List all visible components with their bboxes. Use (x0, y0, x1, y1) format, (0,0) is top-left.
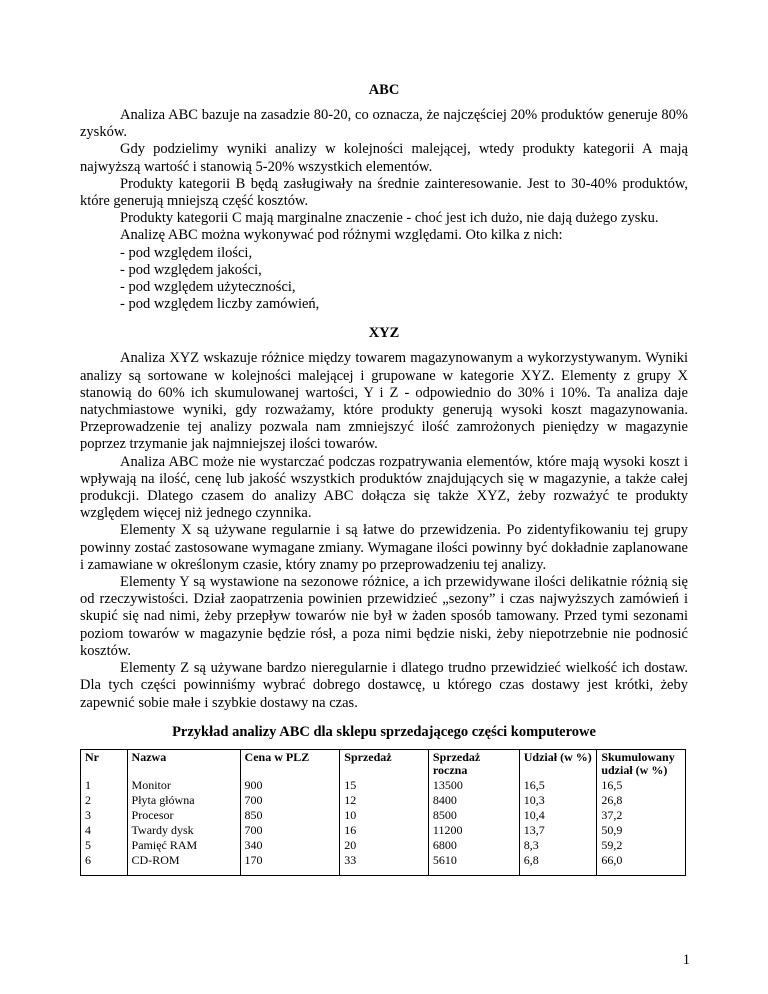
table-cell: 170 (240, 853, 340, 876)
table-cell: 10 (340, 808, 429, 823)
table-row (81, 838, 686, 853)
table-cell: 16,5 (597, 778, 686, 793)
table-cell: 15 (340, 778, 429, 793)
table-cell: 16 (340, 823, 429, 838)
xyz-paragraph: Elementy X są używane regularnie i są łatwe do przewidzenia. Po zidentyfikowaniu tej grupy powinny zostać zastosowane wymagane zmiany. Wymagane ilości powinny być dokładnie zaplanowane i zamawiane w określonym czasie, który znamy po przeprowadzeniu tej analizy. (80, 522, 688, 573)
abc-paragraph: Analiza ABC bazuje na zasadzie 80-20, co oznacza, że najczęściej 20% produktów generuje 80% zysków. (80, 107, 688, 141)
table-cell: 900 (240, 778, 340, 793)
table-cell: 6 (81, 853, 128, 876)
table-cell: CD-ROM (127, 853, 240, 876)
xyz-heading: XYZ (368, 325, 400, 342)
column-header: Sprzedaż roczna (428, 749, 519, 778)
table-cell: 700 (240, 823, 340, 838)
table-cell: 5610 (428, 853, 519, 876)
column-header: Nr (81, 749, 128, 778)
table-cell: Pamięć RAM (127, 838, 240, 853)
table-row (81, 808, 686, 823)
column-header: Nazwa (127, 749, 240, 778)
abc-body (80, 107, 688, 313)
column-header: Udział (w %) (519, 749, 597, 778)
table-cell: 20 (340, 838, 429, 853)
table-row (81, 823, 686, 838)
table-title: Przykład analizy ABC dla sklepu sprzedającego części komputerowe (172, 723, 596, 740)
table-cell: 13500 (428, 778, 519, 793)
column-header: Sprzedaż (340, 749, 429, 778)
xyz-paragraph: Elementy Z są używane bardzo nieregularnie i dlatego trudno przewidzieć wielkość ich dostaw. Dla tych części powinniśmy wybrać dobrego dostawcę, u którego czas dostawy jest krótki, żeby zapewnić sobie małe i szybkie dostawy na czas. (80, 660, 688, 711)
table-cell: 11200 (428, 823, 519, 838)
abc-paragraph: Produkty kategorii C mają marginalne znaczenie - choć jest ich dużo, nie dają dużego zysku. (120, 210, 659, 227)
table-cell: 16,5 (519, 778, 597, 793)
abc-analysis-table (80, 749, 686, 876)
table-cell: 5 (81, 838, 128, 853)
abc-list-item: - pod względem jakości, (120, 261, 262, 278)
abc-paragraph: Gdy podzielimy wyniki analizy w kolejności malejącej, wtedy produkty kategorii A mają najwyższą wartość i stanowią 5-20% wszystkich elementów. (80, 141, 688, 175)
xyz-paragraph: Elementy Y są wystawione na sezonowe różnice, a ich przewidywane ilości delikatnie różnią się od rzeczywistości. Dział zaopatrzenia powinien przewidzieć „sezony” i czas najwyższych zamówień i skupić się nad nimi, żeby przepływ towarów nie był w żaden sposób tamowany. Przed tymi sezonami poziom towarów w magazynie będzie rósł, a poza nimi będzie niski, żeby niepotrzebnie nie podnosić kosztów. (80, 574, 688, 659)
table-cell: 10,3 (519, 793, 597, 808)
table-row (81, 778, 686, 793)
abc-heading: ABC (368, 82, 400, 98)
table-cell: 8500 (428, 808, 519, 823)
abc-paragraph: Analizę ABC można wykonywać pod różnymi względami. Oto kilka z nich: (120, 227, 563, 244)
table-header-row (81, 749, 686, 778)
table-cell: 6,8 (519, 853, 597, 876)
xyz-paragraph: Analiza ABC może nie wystarczać podczas rozpatrywania elementów, które mają wysoki koszt i wpływają na ilość, cenę lub jakość wszystkich produktów znajdujących się w magazynie, a także całej produkcji. Dlatego czasem do analizy ABC dołącza się także XYZ, żeby rozważyć te produkty względem więcej niż jednego czynnika. (80, 453, 688, 522)
table-cell: 1 (81, 778, 128, 793)
table-cell: 33 (340, 853, 429, 876)
page-number: 1 (682, 952, 690, 968)
table-cell: 26,8 (597, 793, 686, 808)
table-cell: 37,2 (597, 808, 686, 823)
table-cell: 66,0 (597, 853, 686, 876)
table-cell: 4 (81, 823, 128, 838)
table-cell: Twardy dysk (127, 823, 240, 838)
table-cell: 6800 (428, 838, 519, 853)
abc-list-item: - pod względem liczby zamówień, (120, 296, 320, 313)
xyz-body (80, 350, 688, 711)
table-cell: 2 (81, 793, 128, 808)
table-cell: 13,7 (519, 823, 597, 838)
document-page (80, 82, 688, 876)
table-cell: 59,2 (597, 838, 686, 853)
table-cell: 8,3 (519, 838, 597, 853)
table-cell: 340 (240, 838, 340, 853)
abc-list-item: - pod względem użyteczności, (120, 279, 296, 296)
table-cell: Monitor (127, 778, 240, 793)
abc-list-item: - pod względem ilości, (120, 244, 253, 261)
column-header: Skumulowany udział (w %) (597, 749, 686, 778)
table-cell: 50,9 (597, 823, 686, 838)
table-cell: Płyta główna (127, 793, 240, 808)
table-row (81, 853, 686, 876)
xyz-paragraph: Analiza XYZ wskazuje różnice między towarem magazynowanym a wykorzystywanym. Wyniki analizy są sortowane w kolejności malejącej i grupowane w kategorie XYZ. Elementy z grupy X stanowią do 60% ich skumulowanej wartości, Y i Z - odpowiednio do 30% i 10%. Ta analiza daje natychmiastowe wyniki, gdy rozważamy, które produkty generują wysoki koszt magazynowania. Przeprowadzenie tej analizy pozwala nam zmniejszyć ilość zamrożonych pieniędzy w magazynie poprzez trzymanie jak najmniejszej ilości towarów. (80, 350, 688, 453)
abc-paragraph: Produkty kategorii B będą zasługiwały na średnie zainteresowanie. Jest to 30-40% produktów, które generują mniejszą część kosztów. (80, 175, 688, 210)
table-cell: 700 (240, 793, 340, 808)
table-cell: 850 (240, 808, 340, 823)
table-cell: 10,4 (519, 808, 597, 823)
table-cell: 12 (340, 793, 429, 808)
table-row (81, 793, 686, 808)
table-cell: 3 (81, 808, 128, 823)
column-header: Cena w PLZ (240, 749, 340, 778)
table-cell: Procesor (127, 808, 240, 823)
table-cell: 8400 (428, 793, 519, 808)
